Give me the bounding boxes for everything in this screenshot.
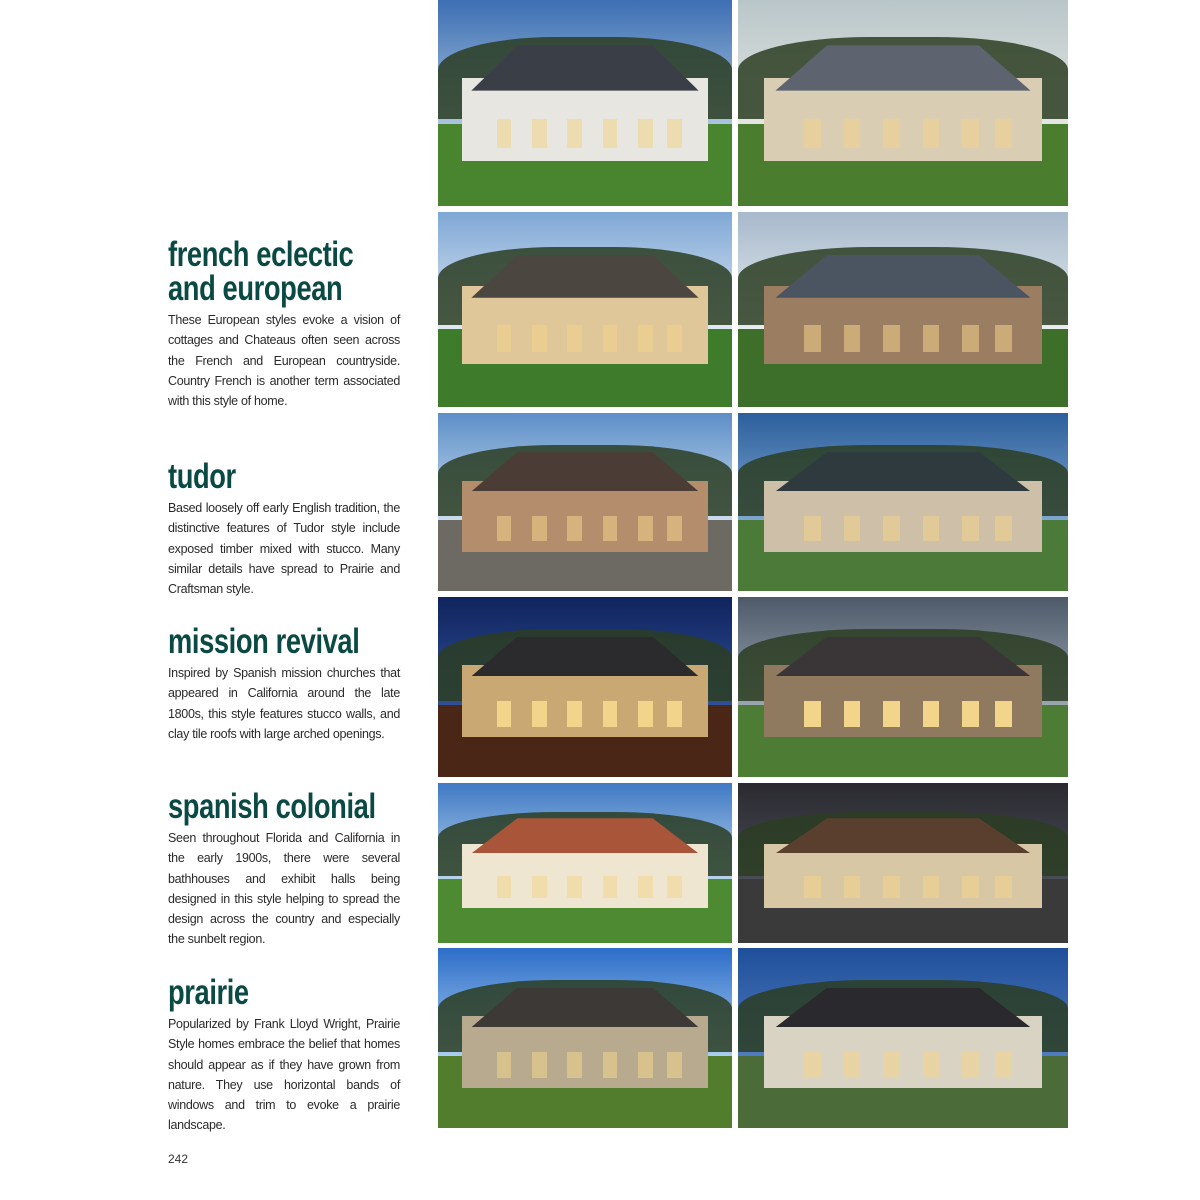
section-body: Inspired by Spanish mission churches that appeared in California around the late 1800s, this style features stucco walls, and clay tile roofs with large arched openings. <box>168 666 400 741</box>
section-tudor <box>168 457 400 599</box>
section-body: Based loosely off early English tradition, the distinctive features of Tudor style include exposed timber mixed with stucco. Many similar details have spread to Prairie and Craftsman style. <box>168 501 400 597</box>
house-photo <box>738 413 1068 591</box>
section-heading <box>168 235 354 308</box>
house-photo <box>438 413 732 591</box>
section-heading: prairie <box>168 973 249 1012</box>
house-photo <box>438 0 732 206</box>
house-photo <box>738 783 1068 943</box>
section-body: These European styles evoke a vision of cottages and Chateaus often seen across the French and European countryside. Country French is another term associated with this style of home. <box>168 313 400 409</box>
section-heading: mission revival <box>168 622 360 661</box>
house-photo <box>438 597 732 777</box>
section-body: Seen throughout Florida and California in the early 1900s, there were several bathhouses and exhibit halls being designed in this style helping to spread the design across the country and especially the sunbelt region. <box>168 831 400 947</box>
house-photo <box>738 212 1068 407</box>
house-photo <box>438 948 732 1128</box>
section-heading: tudor <box>168 457 236 496</box>
section-spanish-colonial <box>168 787 400 950</box>
house-photo <box>738 597 1068 777</box>
section-heading: spanish colonial <box>168 787 376 826</box>
house-photo <box>738 948 1068 1128</box>
heading-line: french eclectic <box>168 235 354 274</box>
section-mission-revival <box>168 622 400 744</box>
heading-line: and european <box>168 269 343 308</box>
section-body: Popularized by Frank Lloyd Wright, Prairie Style homes embrace the belief that homes should appear as if they have grown from nature. They use horizontal bands of windows and trim to evoke a prairie landscape. <box>168 1017 400 1133</box>
house-photo <box>438 212 732 407</box>
section-prairie <box>168 973 400 1136</box>
page-number: 242 <box>168 1152 189 1166</box>
house-photo <box>738 0 1068 206</box>
house-photo <box>438 783 732 943</box>
section-french-eclectic <box>168 235 400 411</box>
